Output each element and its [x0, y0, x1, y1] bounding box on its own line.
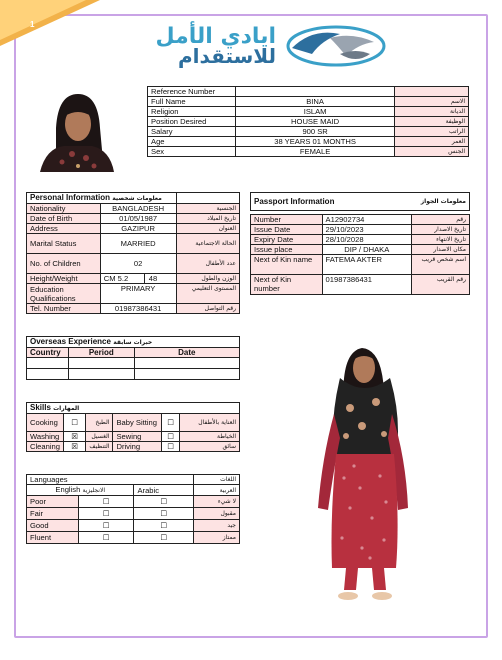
logo-text-line1: ايادي الأمل [155, 24, 276, 49]
language-level-label: Good [27, 520, 79, 532]
height-value: CM 5.2 [101, 274, 145, 283]
skill-checkbox[interactable]: ☐ [162, 442, 179, 452]
height-weight-value [100, 274, 176, 284]
personal-label-ar: عدد الأطفال [176, 254, 239, 274]
summary-label: Religion [148, 107, 236, 117]
personal-row-education [27, 284, 240, 304]
passport-row [251, 275, 470, 295]
personal-value: 01/05/1987 [100, 214, 176, 224]
portrait-photo [28, 88, 120, 172]
passport-label-ar: تاريخ الانتهاء [412, 235, 470, 245]
skill-label: Baby Sitting [113, 414, 162, 432]
passport-row [251, 245, 470, 255]
languages-title-ar: اللغات [194, 475, 240, 485]
education-label: Education Qualifications [27, 284, 101, 304]
summary-label-ar [395, 87, 469, 97]
summary-row [148, 97, 469, 107]
summary-value: 38 YEARS 01 MONTHS [235, 137, 394, 147]
passport-value: FATEMA AKTER [322, 255, 412, 275]
skill-label: Sewing [113, 432, 162, 442]
summary-row [148, 147, 469, 157]
personal-row-height-weight [27, 274, 240, 284]
passport-row [251, 235, 470, 245]
skill-checkbox[interactable]: ☐ [162, 432, 179, 442]
skill-label-ar: العناية بالأطفال [179, 414, 239, 432]
summary-value: ISLAM [235, 107, 394, 117]
skill-label: Cooking [27, 414, 64, 432]
language-level-label-ar: لا شيء [194, 496, 240, 508]
language-level-row [27, 520, 240, 532]
passport-label-ar: اسم شخص قريب [412, 255, 470, 275]
personal-info-table [26, 192, 240, 314]
skill-checkbox[interactable]: ☐ [162, 414, 179, 432]
personal-value: GAZIPUR [100, 224, 176, 234]
summary-label-ar: الديانة [395, 107, 469, 117]
skill-label: Driving [113, 442, 162, 452]
tel-value: 01987386431 [100, 304, 176, 314]
passport-label: Issue place [251, 245, 323, 255]
overseas-col-period: Period [68, 348, 134, 358]
personal-row [27, 214, 240, 224]
skills-title: Skills المهارات [27, 403, 240, 414]
summary-value: FEMALE [235, 147, 394, 157]
summary-row [148, 107, 469, 117]
personal-label-ar: تاريخ الميلاد [176, 214, 239, 224]
passport-row [251, 215, 470, 225]
passport-label: Next of Kin number [251, 275, 323, 295]
passport-value: 29/10/2023 [322, 225, 412, 235]
passport-label-ar: تاريخ الاصدار [412, 225, 470, 235]
summary-table [147, 86, 469, 157]
passport-row [251, 225, 470, 235]
passport-info-title-ar: معلومات الجواز [412, 193, 470, 211]
passport-value: A12902734 [322, 215, 412, 225]
passport-value: 01987386431 [322, 275, 412, 295]
skills-row [27, 432, 240, 442]
overseas-col-date: Date [134, 348, 239, 358]
summary-label: Reference Number [148, 87, 236, 97]
summary-label: Position Desired [148, 117, 236, 127]
overseas-col-country: Country [27, 348, 69, 358]
skills-row [27, 442, 240, 452]
height-weight-label-ar: الوزن والطول [176, 274, 239, 284]
language-level-label-ar: ممتاز [194, 532, 240, 544]
education-value: PRIMARY [100, 284, 176, 304]
languages-title: Languages [27, 475, 194, 485]
summary-value: HOUSE MAID [235, 117, 394, 127]
height-weight-label: Height/Weight [27, 274, 101, 284]
personal-label-ar: الحالة الاجتماعية [176, 234, 239, 254]
summary-label: Full Name [148, 97, 236, 107]
skill-checkbox[interactable]: ☒ [63, 442, 85, 452]
passport-label: Number [251, 215, 323, 225]
full-body-photo [300, 318, 430, 608]
passport-label-ar: مكان الاصدار [412, 245, 470, 255]
overseas-experience-table [26, 336, 240, 380]
summary-label-ar: الراتب [395, 127, 469, 137]
personal-value: MARRIED [100, 234, 176, 254]
english-level-checkbox[interactable]: ☐ [78, 520, 134, 532]
summary-label-ar: الوظيفة [395, 117, 469, 127]
language-level-row [27, 496, 240, 508]
personal-row [27, 254, 240, 274]
english-level-checkbox[interactable]: ☐ [78, 532, 134, 544]
skills-table [26, 402, 240, 452]
skill-label-ar: الغسيل [86, 432, 113, 442]
english-level-checkbox[interactable]: ☐ [78, 496, 134, 508]
language-level-row [27, 532, 240, 544]
skill-label-ar: التنظيف [86, 442, 113, 452]
personal-value: BANGLADESH [100, 204, 176, 214]
summary-label-ar: العمر [395, 137, 469, 147]
personal-label: Marital Status [27, 234, 101, 254]
language-english-header: English الانجليزية [27, 485, 134, 496]
summary-row [148, 127, 469, 137]
passport-label-ar: رقم [412, 215, 470, 225]
skill-label-ar: سائق [179, 442, 239, 452]
passport-info-title: Passport Information [251, 193, 412, 211]
summary-label-ar: الاسم [395, 97, 469, 107]
summary-row [148, 87, 469, 97]
page-number: 1 [30, 20, 35, 29]
skill-label: Cleaning [27, 442, 64, 452]
summary-label: Salary [148, 127, 236, 137]
summary-value: BINA [235, 97, 394, 107]
summary-value: 900 SR [235, 127, 394, 137]
passport-value: DIP / DHAKA [322, 245, 412, 255]
weight-value: 48 [148, 274, 158, 283]
personal-label: Date of Birth [27, 214, 101, 224]
education-label-ar: المستوى التعليمي [176, 284, 239, 304]
tel-label: Tel. Number [27, 304, 101, 314]
summary-label-ar: الجنس [395, 147, 469, 157]
arabic-level-checkbox[interactable]: ☐ [134, 508, 194, 520]
passport-label: Issue Date [251, 225, 323, 235]
skill-label: Washing [27, 432, 64, 442]
personal-label: No. of Children [27, 254, 101, 274]
personal-value: 02 [100, 254, 176, 274]
skill-checkbox[interactable]: ☐ [63, 414, 85, 432]
passport-label: Next of Kin name [251, 255, 323, 275]
languages-table [26, 474, 240, 544]
personal-row [27, 204, 240, 214]
company-logo [104, 22, 386, 70]
logo-emblem-icon [282, 24, 386, 68]
overseas-title: Overseas Experience خبرات سابقة [27, 337, 240, 348]
arabic-level-checkbox[interactable]: ☐ [134, 532, 194, 544]
english-level-checkbox[interactable]: ☐ [78, 508, 134, 520]
summary-label: Sex [148, 147, 236, 157]
logo-text-line2: للاستقدام [178, 44, 276, 68]
language-arabic-header: Arabic [134, 485, 194, 496]
skill-label-ar: الخياطة [179, 432, 239, 442]
language-level-label-ar: جيد [194, 520, 240, 532]
passport-value: 28/10/2028 [322, 235, 412, 245]
personal-info-title: Personal Information معلومات شخصية [27, 193, 177, 204]
language-level-label-ar: مقبول [194, 508, 240, 520]
arabic-level-checkbox[interactable]: ☐ [134, 496, 194, 508]
personal-label: Nationality [27, 204, 101, 214]
personal-row [27, 224, 240, 234]
passport-info-table [250, 192, 470, 295]
summary-row [148, 137, 469, 147]
skill-label-ar: الطبخ [86, 414, 113, 432]
personal-label: Address [27, 224, 101, 234]
summary-row [148, 117, 469, 127]
summary-label: Age [148, 137, 236, 147]
corner-decoration-inner [0, 0, 86, 40]
arabic-level-checkbox[interactable]: ☐ [134, 520, 194, 532]
language-level-row [27, 508, 240, 520]
language-arabic-header-ar: العربية [194, 485, 240, 496]
language-level-label: Fluent [27, 532, 79, 544]
skill-checkbox[interactable]: ☒ [63, 432, 85, 442]
language-level-label: Fair [27, 508, 79, 520]
passport-label: Expiry Date [251, 235, 323, 245]
personal-row [27, 234, 240, 254]
personal-row-tel [27, 304, 240, 314]
summary-value [235, 87, 394, 97]
tel-label-ar: رقم التواصل [176, 304, 239, 314]
passport-label-ar: رقم القريب [412, 275, 470, 295]
personal-label-ar: العنوان [176, 224, 239, 234]
language-level-label: Poor [27, 496, 79, 508]
passport-row [251, 255, 470, 275]
personal-label-ar: الجنسية [176, 204, 239, 214]
skills-row [27, 414, 240, 432]
